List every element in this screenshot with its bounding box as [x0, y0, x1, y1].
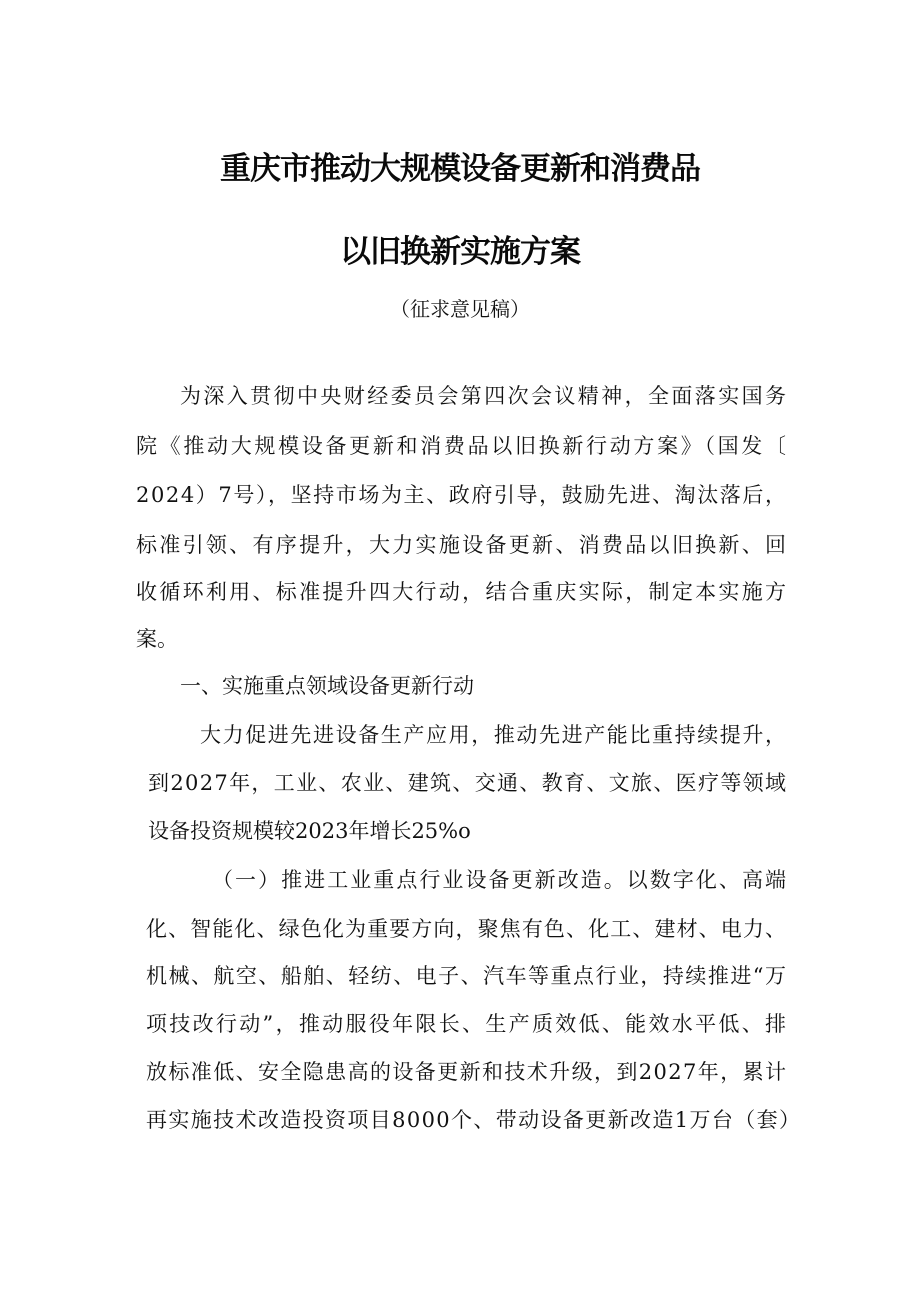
item-1-line-1: （一）推进工业重点行业设备更新改造。以数字化、高端	[212, 868, 789, 892]
item-1-line-3: 机械、航空、船舶、轻纺、电子、汽车等重点行业，持续推进“万	[146, 964, 788, 988]
intro-line-6: 案。	[136, 627, 178, 651]
intro-line-3: 2024）7号），坚持市场为主、政府引导，鼓励先进、淘汰落后，	[136, 483, 788, 507]
item-1-line-5: 放标准低、安全隐患高的设备更新和技术升级，到2027年，累计	[146, 1060, 788, 1084]
item-1-line-6: 再实施技术改造投资项目8000个、带动设备更新改造1万台（套）	[146, 1108, 802, 1132]
intro-line-5: 收循环利用、标准提升四大行动，结合重庆实际，制定本实施方	[136, 580, 789, 604]
intro-line-2: 院《推动大规模设备更新和消费品以旧换新行动方案》（国发〔	[136, 434, 789, 458]
item-1-line-2: 化、智能化、绿色化为重要方向，聚焦有色、化工、建材、电力、	[146, 917, 788, 941]
intro-line-1: 为深入贯彻中央财经委员会第四次会议精神，全面落实国务	[180, 384, 789, 408]
document-subtitle: （征求意见稿）	[390, 297, 530, 321]
intro-line-4: 标准引领、有序提升，大力实施设备更新、消费品以旧换新、回	[136, 533, 789, 557]
section-1-heading: 一、实施重点领域设备更新行动	[180, 674, 474, 698]
section-1-line-1: 大力促进先进设备生产应用，推动先进产能比重持续提升，	[200, 723, 788, 747]
document-title-line-2: 以旧换新实施方案	[340, 234, 580, 270]
section-1-line-2: 到2027年，工业、农业、建筑、交通、教育、文旅、医疗等领域	[148, 771, 788, 795]
document-title-line-1: 重庆市推动大规模设备更新和消费品	[220, 151, 700, 187]
item-1-line-4: 项技改行动”，推动服役年限长、生产质效低、能效水平低、排	[146, 1012, 789, 1036]
section-1-line-3: 设备投资规模较2023年增长25%o	[148, 819, 471, 843]
